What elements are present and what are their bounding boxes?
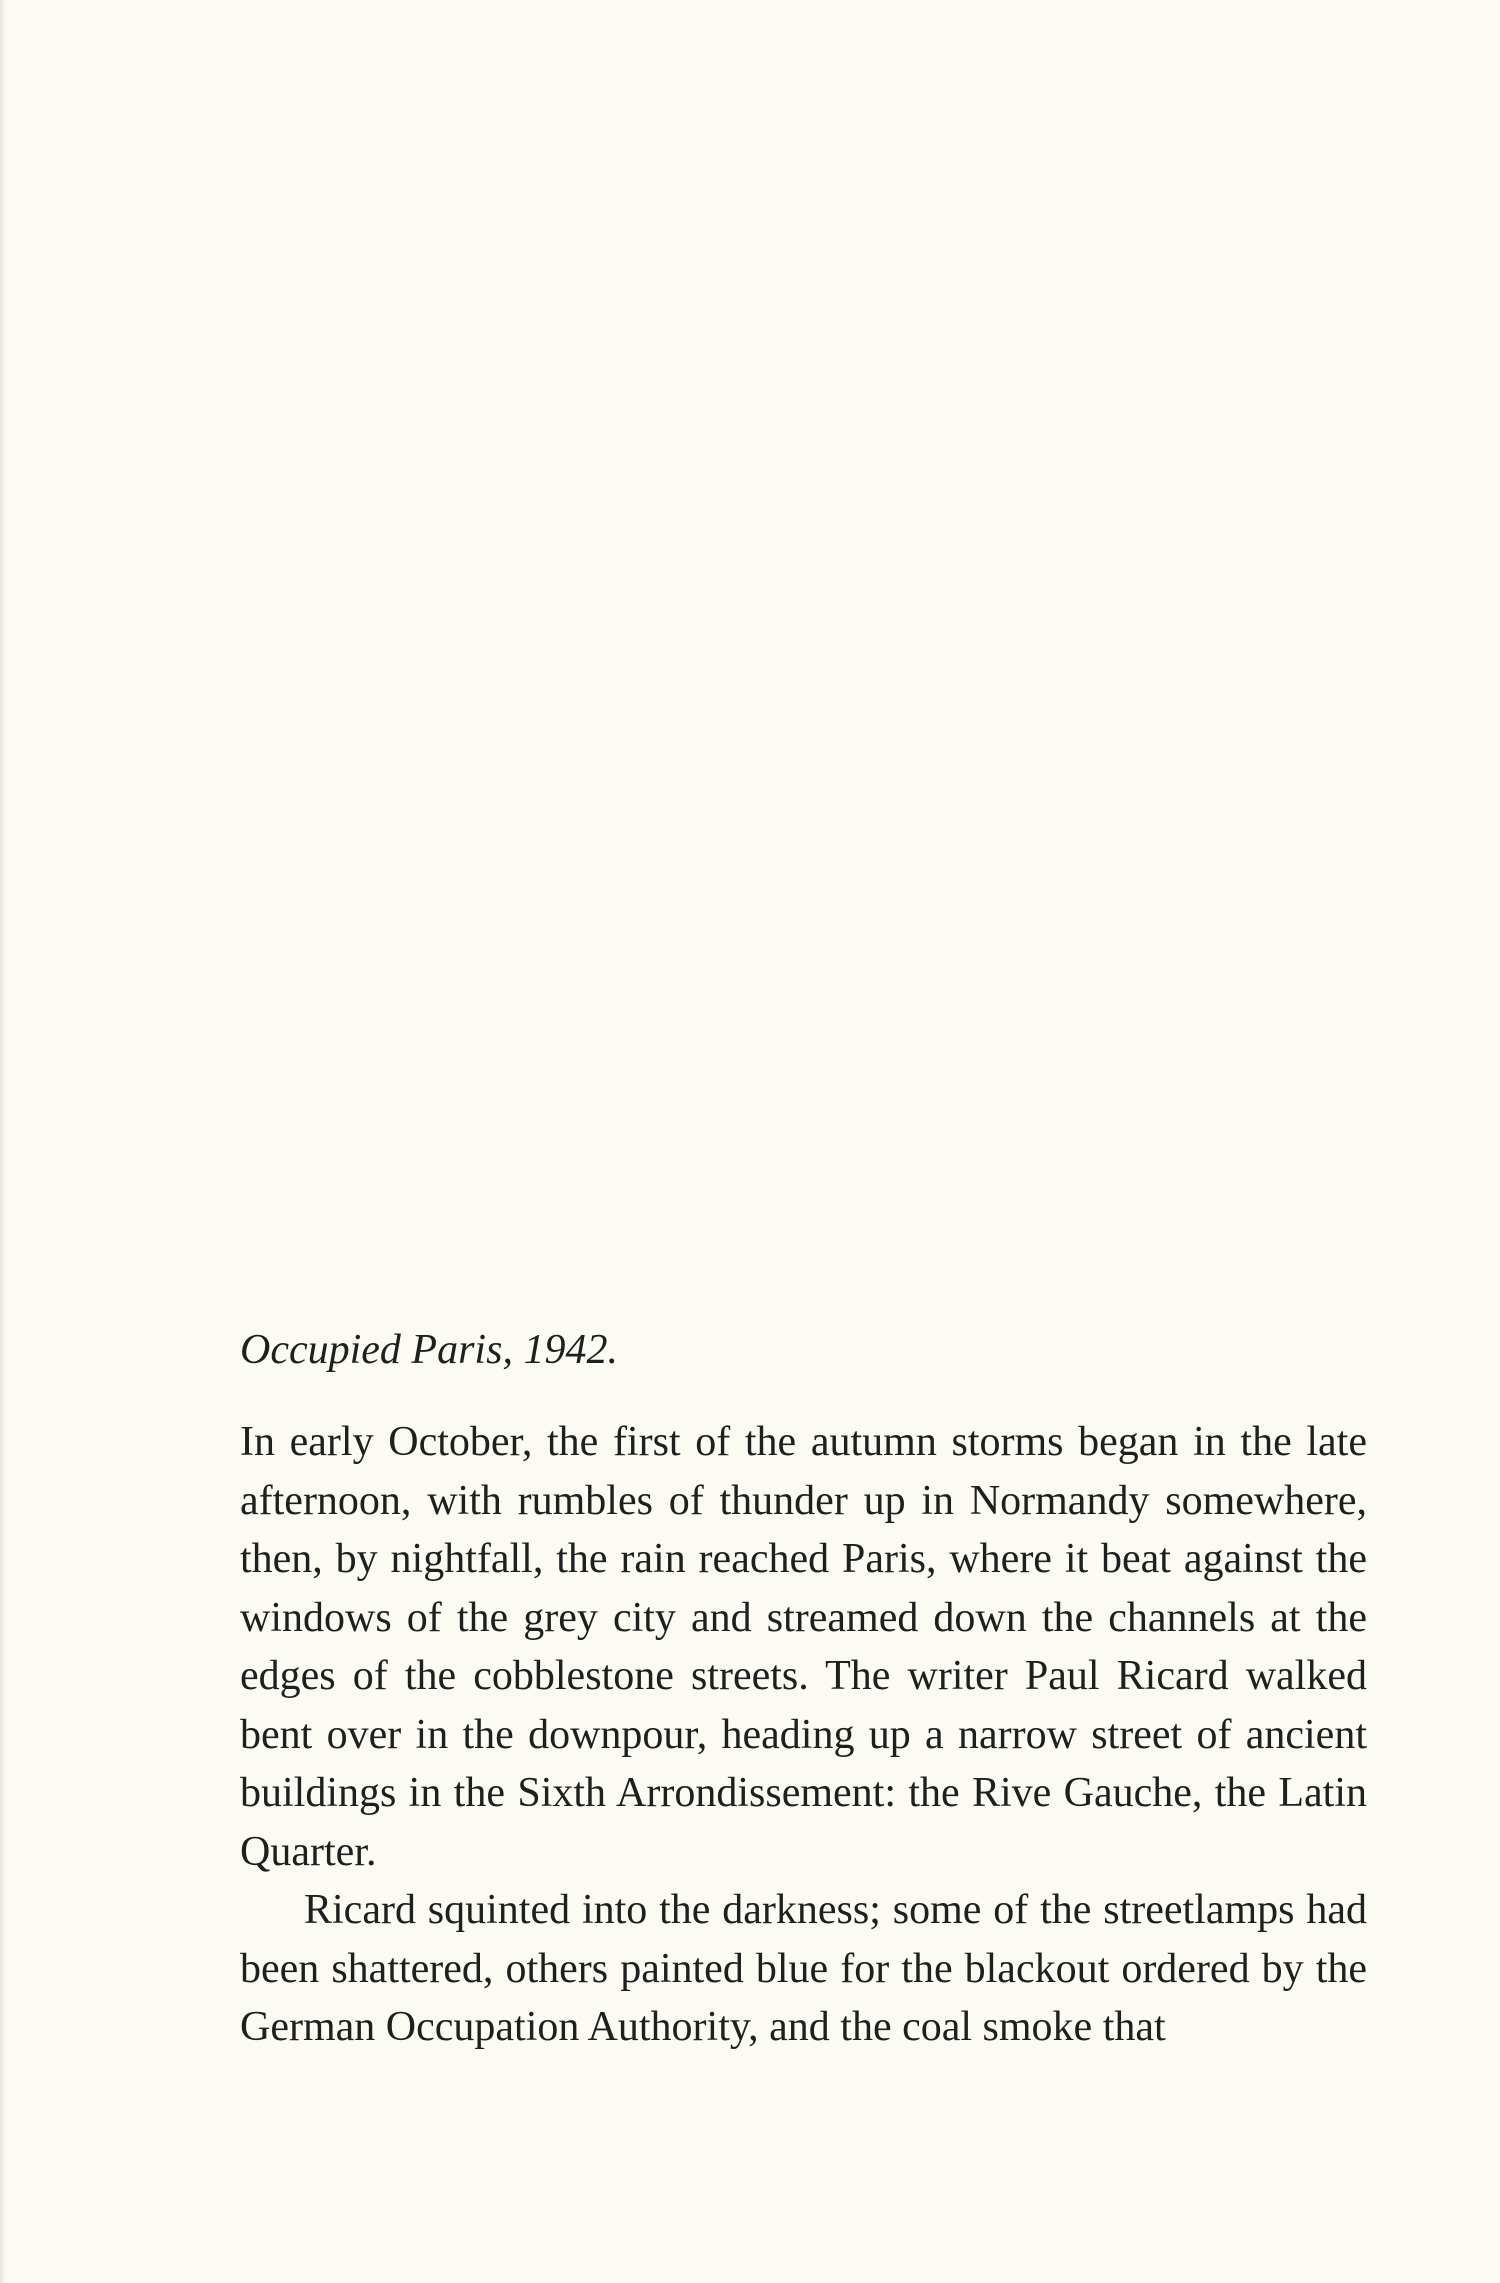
page-edge-shadow	[0, 0, 6, 2283]
paragraph-1: In early October, the first of the autumn storms began in the late afternoon, with rumbles of thunder up in Normandy somewhere, then, by nightfall, the rain reached Paris, where it beat against the windows of the grey city and streamed down the channels at the edges of the cobblestone streets. The writer Paul Ricard walked bent over in the downpour, heading up a narrow street of ancient buildings in the Sixth Arrondissement: the Rive Gauche, the Latin Quarter.	[240, 1419, 1367, 1875]
dateline-heading: Occupied Paris, 1942.	[240, 1327, 618, 1373]
chapter-text	[240, 1325, 1367, 2057]
paragraph-2: Ricard squinted into the darkness; some of the streetlamps had been shattered, others painted blue for the blackout ordered by the German Occupation Authority, and the coal smoke that	[240, 1887, 1367, 2050]
